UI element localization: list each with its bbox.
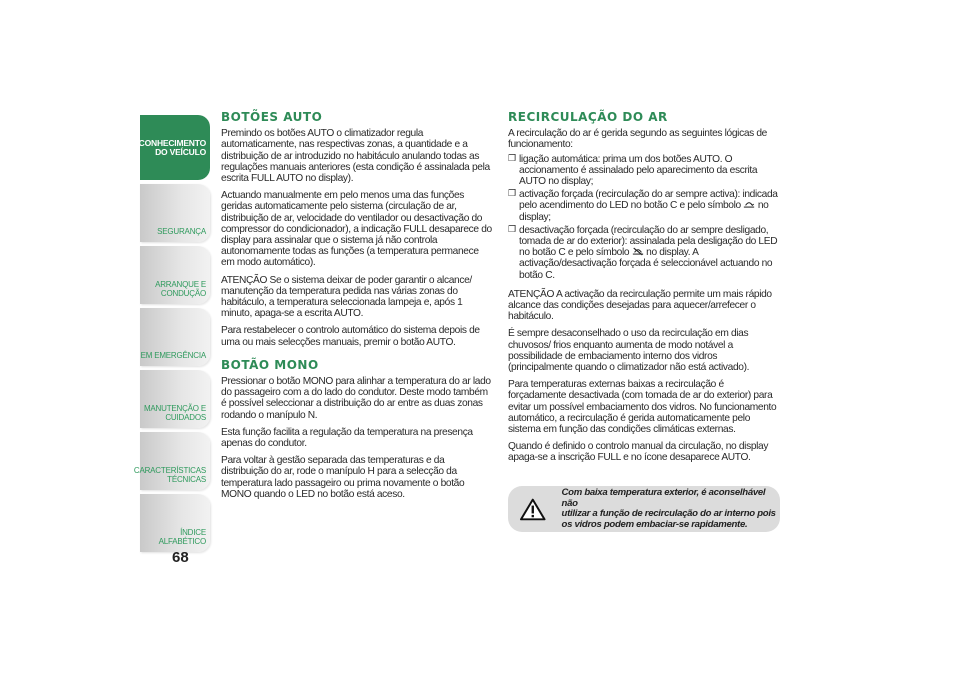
- tab-label: MANUTENÇÃO E CUIDADOS: [143, 404, 206, 422]
- paragraph: Premindo os botões AUTO o climatizador regula automaticamente, nas respectivas zonas, a quantidade e a distribuição de ar introduzido no habitáculo anulando todas as regulações manuais anteriores (esta condição é assinalada pela escrita FULL AUTO no display).: [221, 128, 490, 185]
- tab-label: SEGURANÇA: [157, 227, 206, 236]
- tab-caracteristicas-tecnicas[interactable]: [133, 432, 210, 490]
- list-item: ❒ activação forçada (recirculação do ar sempre activa): indicada pelo acendimento do LED no botão C e pelo símbolo no display;: [508, 189, 784, 223]
- section-heading-auto: BOTÕES AUTO: [221, 110, 323, 124]
- warning-text: Com baixa temperatura exterior, é aconselhável não utilizar a função de recirculação do ar interno pois os vidros podem embaciar-se rapidamente.: [561, 487, 776, 530]
- paragraph: Para temperaturas externas baixas a recirculação é forçadamente desactivada (com tomada de ar do exterior) para evitar um possível embaciamento dos vidros. No funcionamento automático, a recirculação é gerida automaticamente pelo sistema em função das condições climáticas externas.: [508, 379, 777, 436]
- paragraph: Esta função facilita a regulação da temperatura na presença apenas do condutor.: [221, 426, 473, 450]
- right-column: [508, 112, 784, 470]
- list-item: ❒ ligação automática: prima um dos botões AUTO. O accionamento é assinalado pelo aparecimento da escrita AUTO no display;: [508, 154, 784, 188]
- paragraph: Para voltar à gestão separada das temperaturas e da distribuição do ar, rode o manípulo H para a selecção da temperatura lado passageiro ou prima novamente o botão MONO quando o LED no botão está aceso.: [221, 455, 465, 500]
- list-item: ❒ desactivação forçada (recirculação do ar sempre desligado, tomada de ar do exterior): assinalada pela desligação do LED no botão C e pelo símbolo no display. A activação/desactivação forçada é seleccionável actuando no botão C.: [508, 225, 784, 281]
- paragraph: Pressionar o botão MONO para alinhar a temperatura do ar lado do passageiro com a do lado do condutor. Deste modo também é possível seleccionar a distribuição do ar entre as duas zonas rodando o manípulo N.: [221, 376, 491, 421]
- tab-label: ARRANQUE E CONDUÇÃO: [155, 280, 206, 298]
- tab-label: CONHECIMENTO DO VEÍCULO: [138, 137, 206, 157]
- chapter-sidebar: [133, 115, 210, 556]
- paragraph: ATENÇÃO A activação da recirculação permite um mais rápido alcance das condições desejadas para aquecer/arrefecer o habitáculo.: [508, 288, 772, 323]
- section-heading-recirculacao: RECIRCULAÇÃO DO AR: [508, 110, 668, 124]
- page-number: 68: [172, 549, 189, 566]
- paragraph: Actuando manualmente em pelo menos uma das funções geridas automaticamente pelo sistema (circulação de ar, distribuição de ar, velocidade do ventilador ou desactivação do compressor do condicionador), a indicação FULL desaparece do display para assinalar que o sistema já não controla autonomamente todas as funções (a temperatura permanece em modo automático).: [221, 190, 492, 269]
- recirculation-off-icon: [632, 247, 644, 256]
- tab-manutencao-e-cuidados[interactable]: [140, 370, 210, 428]
- tab-label: ÍNDICE ALFABÉTICO: [158, 528, 206, 546]
- tab-arranque-e-conducao[interactable]: [140, 246, 210, 304]
- recirculation-on-icon: [743, 200, 755, 209]
- left-column: [221, 112, 493, 506]
- warning-triangle-icon: [520, 498, 546, 521]
- tab-seguranca[interactable]: [140, 184, 210, 242]
- tab-label: CARACTERÍSTICAS TÉCNICAS: [133, 466, 206, 484]
- section-heading-mono: BOTÃO MONO: [221, 357, 319, 372]
- tab-conhecimento-do-veiculo[interactable]: [140, 115, 210, 180]
- tab-label: EM EMERGÊNCIA: [140, 351, 206, 360]
- tab-em-emergencia[interactable]: [140, 308, 210, 366]
- paragraph: A recirculação do ar é gerida segundo as seguintes lógicas de funcionamento:: [508, 128, 767, 151]
- paragraph: Para restabelecer o controlo automático do sistema depois de uma ou mais selecções manuais, premir o botão AUTO.: [221, 325, 480, 348]
- paragraph: Quando é definido o controlo manual da circulação, no display apaga-se a inscrição FULL e no ícone desaparece AUTO.: [508, 441, 769, 464]
- warning-box: [508, 486, 780, 532]
- tab-indice-alfabetico[interactable]: [140, 494, 210, 552]
- paragraph: É sempre desaconselhado o uso da recirculação em dias chuvosos/ frios enquanto aumenta de modo notável a possibilidade de embaciamento interno dos vidros (principalmente quando o climatizador não está activado).: [508, 328, 750, 374]
- bullet-list: [508, 154, 784, 281]
- paragraph: ATENÇÃO Se o sistema deixar de poder garantir o alcance/ manutenção da temperatura pedida nas várias zonas do habitáculo, a temperatura seleccionada lampeja e, após 1 minuto, apaga-se a escrita AUTO.: [221, 274, 472, 320]
